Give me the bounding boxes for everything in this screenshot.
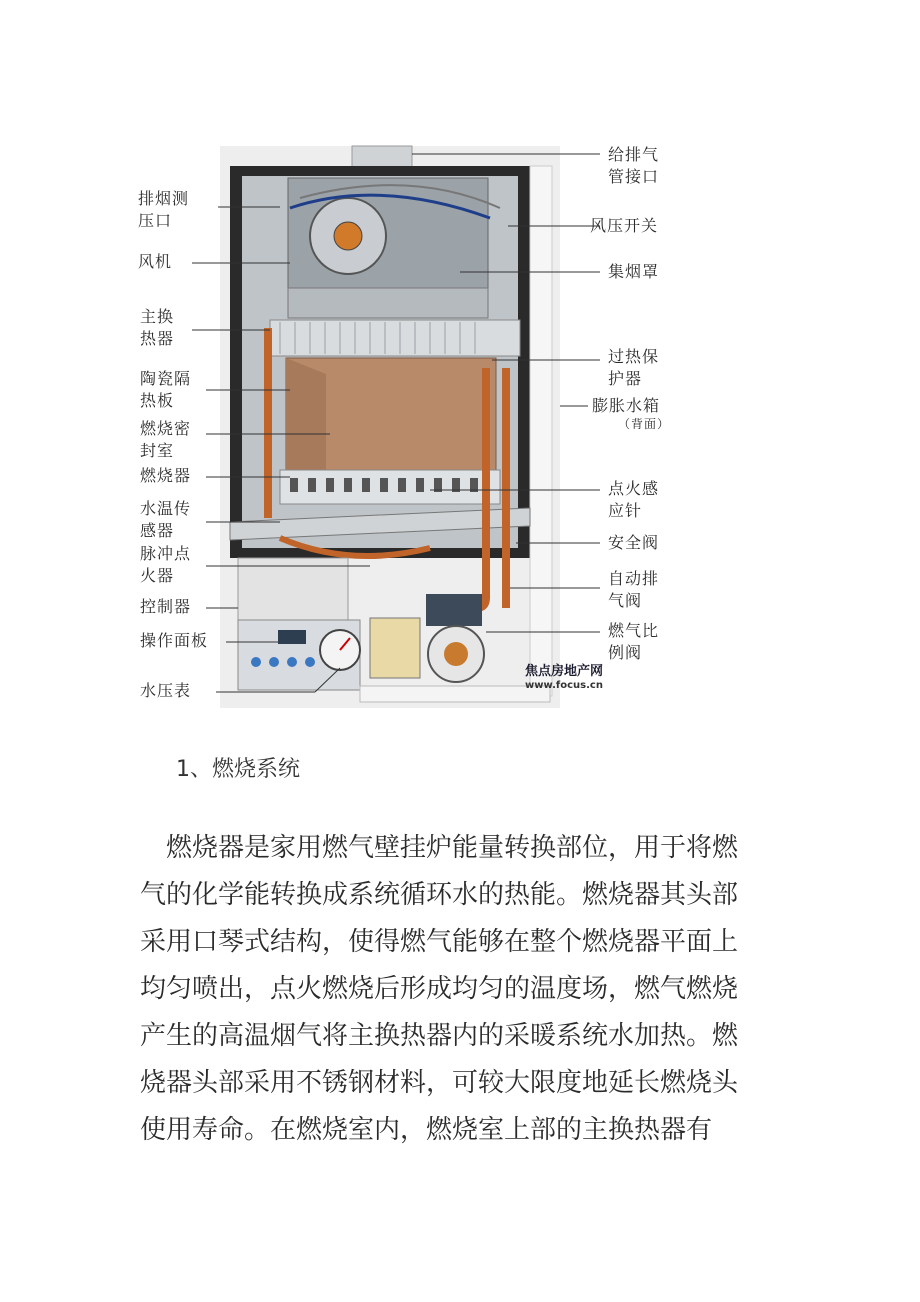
- label-burner: 燃烧器: [140, 466, 192, 485]
- label-ceramic-insulation: 陶瓷隔 热板: [140, 369, 192, 410]
- label-water-temp-sensor: 水温传 感器: [140, 499, 192, 540]
- label-gas-proportional-valve: 燃气比 例阀: [608, 621, 660, 662]
- label-auto-vent-valve: 自动排 气阀: [608, 569, 660, 610]
- label-main-heat-exchanger: 主换 热器: [140, 307, 175, 348]
- label-exhaust-pressure-port: 排烟测 压口: [138, 189, 190, 230]
- label-expansion-tank-note: （背面）: [618, 417, 671, 431]
- label-fan: 风机: [138, 252, 173, 271]
- label-flue-connector: 给排气 管接口: [608, 145, 660, 186]
- paragraph-line: 气的化学能转换成系统循环水的热能。燃烧器其头部: [140, 880, 739, 910]
- watermark-logo: 焦点房地产网 www.focus.cn: [525, 664, 604, 691]
- boiler-diagram: [130, 138, 690, 718]
- label-pressure-gauge: 水压表: [140, 681, 192, 700]
- paragraph-line: 产生的高温烟气将主换热器内的采暖系统水加热。燃: [140, 1021, 739, 1051]
- label-sealed-chamber: 燃烧密 封室: [140, 419, 192, 460]
- paragraph-line: 烧器头部采用不锈钢材料，可较大限度地延长燃烧头: [140, 1068, 739, 1098]
- paragraph-line: 采用口琴式结构，使得燃气能够在整个燃烧器平面上: [140, 927, 739, 957]
- label-smoke-hood: 集烟罩: [608, 262, 660, 281]
- label-safety-valve: 安全阀: [608, 533, 660, 552]
- label-air-pressure-switch: 风压开关: [590, 216, 659, 235]
- label-expansion-tank: 膨胀水箱: [592, 396, 661, 415]
- paragraph-line: 燃烧器是家用燃气壁挂炉能量转换部位，用于将燃: [140, 833, 739, 863]
- paragraph-line: 均匀喷出，点火燃烧后形成均匀的温度场，燃气燃烧: [140, 974, 739, 1004]
- label-overheat-protector: 过热保 护器: [608, 347, 660, 388]
- section-heading: 1、燃烧系统: [176, 757, 300, 782]
- label-ignition-needle: 点火感 应针: [608, 479, 660, 520]
- paragraph-line: 使用寿命。在燃烧室内，燃烧室上部的主换热器有: [140, 1115, 713, 1145]
- body-paragraph: [140, 825, 800, 1154]
- label-pulse-igniter: 脉冲点 火器: [140, 544, 192, 585]
- label-operation-panel: 操作面板: [140, 631, 209, 650]
- label-controller: 控制器: [140, 597, 192, 616]
